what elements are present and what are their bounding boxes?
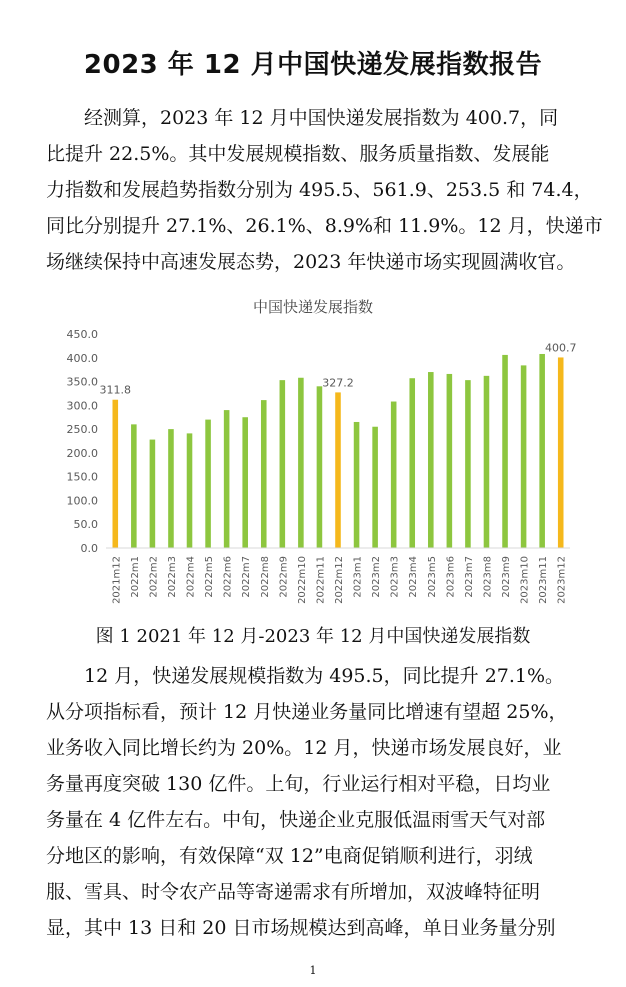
x-tick-label: 2022m3 <box>166 556 178 598</box>
x-tick-label: 2023m7 <box>463 556 475 598</box>
bar-2023m2 <box>372 427 378 548</box>
bar-2023m3 <box>391 402 397 548</box>
bar-2023m7 <box>465 380 471 548</box>
chart-title: 中国快递发展指数 <box>252 298 373 316</box>
text-line: 分地区的影响，有效保障“双 12”电商促销顺利进行，羽绒 <box>46 845 533 867</box>
x-tick-label: 2023m3 <box>389 556 401 598</box>
bar-2022m1 <box>131 424 137 548</box>
text-line: 务量再度突破 130 亿件。上旬，行业运行相对平稳，日均业 <box>46 773 551 795</box>
x-tick-label: 2023m4 <box>408 556 420 598</box>
x-tick-label: 2023m1 <box>352 556 364 598</box>
text-line: 服、雪具、时令农产品等寄递需求有所增加，双波峰特征明 <box>46 881 541 903</box>
y-tick-label: 150.0 <box>66 470 98 484</box>
data-label: 311.8 <box>99 383 132 397</box>
text-line: 从分项指标看，预计 12 月快递业务量同比增速有望超 25%， <box>46 701 568 723</box>
bar-2023m4 <box>409 378 415 548</box>
x-tick-label: 2022m2 <box>148 556 160 598</box>
x-tick-label: 2022m11 <box>315 556 327 604</box>
bar-2023m11 <box>539 354 545 548</box>
bar-2022m11 <box>317 386 323 548</box>
x-tick-label: 2023m8 <box>482 556 494 598</box>
x-tick-label: 2023m9 <box>501 556 513 598</box>
page-number: 1 <box>309 964 317 977</box>
bar-2023m5 <box>428 372 434 548</box>
y-tick-label: 350.0 <box>66 375 98 389</box>
x-tick-label: 2022m1 <box>129 556 141 598</box>
x-tick-label: 2022m10 <box>296 556 308 604</box>
text-line: 务量在 4 亿件左右。中旬，快递企业克服低温雨雪天气对部 <box>46 809 546 831</box>
y-tick-label: 50.0 <box>73 518 98 532</box>
data-label: 327.2 <box>322 376 354 390</box>
x-tick-label: 2023m11 <box>538 556 550 604</box>
body-paragraph <box>46 658 594 946</box>
y-tick-label: 450.0 <box>66 328 98 341</box>
page-title: 2023 年 12 月中国快递发展指数报告 <box>83 50 543 80</box>
x-axis <box>106 548 570 604</box>
bar-2022m5 <box>205 420 211 548</box>
x-tick-label: 2023m2 <box>371 556 383 598</box>
bar-2022m9 <box>280 380 286 548</box>
bar-2023m8 <box>484 376 490 548</box>
text-line: 显，其中 13 日和 20 日市场规模达到高峰，单日业务量分别 <box>46 917 556 939</box>
bar-2023m12 <box>558 357 564 548</box>
bar-2023m1 <box>354 422 360 548</box>
text-line: 12 月，快递发展规模指数为 495.5，同比提升 27.1%。 <box>46 665 565 687</box>
y-tick-label: 100.0 <box>66 494 98 508</box>
x-tick-label: 2023m12 <box>556 556 568 604</box>
bar-series <box>100 341 577 548</box>
bar-2023m10 <box>521 365 527 548</box>
y-tick-label: 250.0 <box>66 423 98 437</box>
text-line: 场继续保持中高速发展态势，2023 年快递市场实现圆满收官。 <box>46 251 576 273</box>
x-tick-label: 2023m5 <box>426 556 438 598</box>
bar-2022m7 <box>242 417 248 548</box>
x-tick-label: 2022m8 <box>259 556 271 598</box>
bar-2021m12 <box>112 400 118 548</box>
x-tick-label: 2022m5 <box>204 556 216 598</box>
bar-2022m12 <box>335 392 341 548</box>
text-line: 经测算，2023 年 12 月中国快递发展指数为 400.7，同 <box>46 107 559 129</box>
text-line: 比提升 22.5%。其中发展规模指数、服务质量指数、发展能 <box>46 143 550 165</box>
y-tick-label: 400.0 <box>66 351 98 365</box>
x-tick-label: 2022m9 <box>278 556 290 598</box>
y-tick-label: 200.0 <box>66 446 98 460</box>
x-tick-label: 2021m12 <box>111 556 123 604</box>
y-tick-label: 0.0 <box>80 542 98 555</box>
x-tick-label: 2022m4 <box>185 556 197 598</box>
bar-2022m10 <box>298 378 304 548</box>
x-tick-label: 2023m6 <box>445 556 457 598</box>
bar-2023m6 <box>447 374 453 548</box>
x-tick-label: 2022m7 <box>241 556 253 598</box>
x-tick-label: 2022m6 <box>222 556 234 598</box>
text-line: 业务收入同比增长约为 20%。12 月，快递市场发展良好，业 <box>46 737 562 759</box>
data-label: 400.7 <box>544 341 577 355</box>
bar-2022m3 <box>168 429 174 548</box>
bar-2022m8 <box>261 400 267 548</box>
bar-chart <box>40 325 580 615</box>
bar-2022m4 <box>187 433 193 548</box>
x-tick-label: 2022m12 <box>334 556 345 604</box>
text-line: 力指数和发展趋势指数分别为 495.5、561.9、253.5 和 74.4， <box>46 179 593 201</box>
figure-caption: 图 1 2021 年 12 月-2023 年 12 月中国快递发展指数 <box>95 626 531 647</box>
y-axis <box>67 328 99 555</box>
bar-2022m6 <box>224 410 230 548</box>
bar-2023m9 <box>502 355 508 548</box>
text-line: 同比分别提升 27.1%、26.1%、8.9%和 11.9%。12 月，快递市 <box>46 215 603 237</box>
bar-2022m2 <box>150 440 156 548</box>
intro-paragraph <box>46 100 603 280</box>
x-tick-label: 2023m10 <box>519 556 531 604</box>
y-tick-label: 300.0 <box>66 399 98 413</box>
